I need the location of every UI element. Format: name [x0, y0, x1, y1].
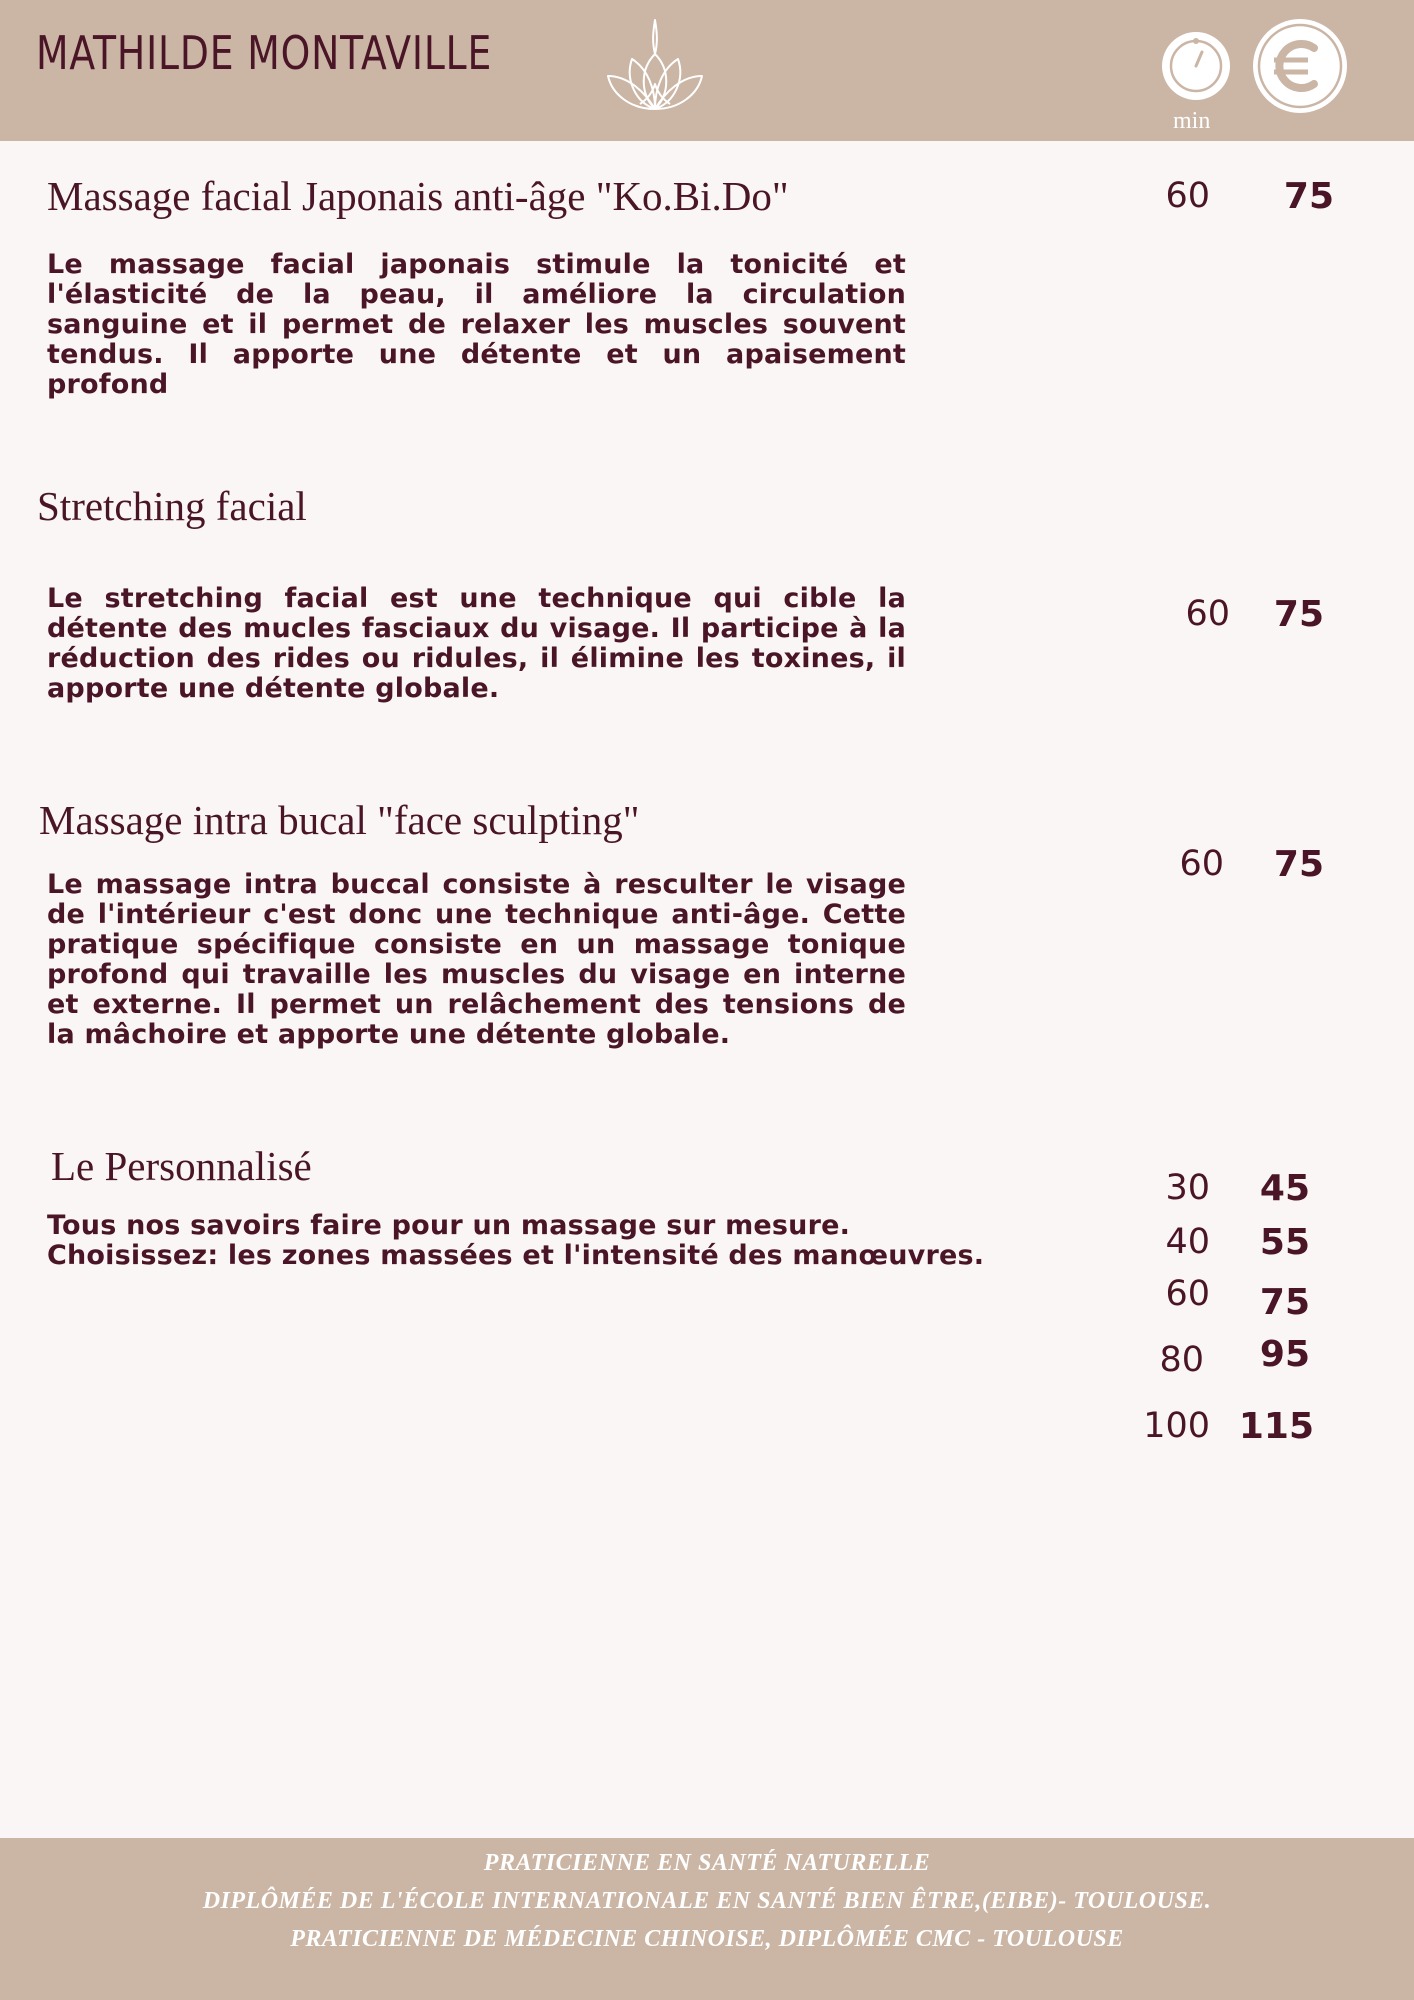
service-title-personnalise: Le Personnalisé [51, 1143, 312, 1189]
service-duration: 40 [1165, 1222, 1210, 1262]
service-price: 75 [1283, 176, 1334, 217]
service-price: 75 [1259, 1282, 1310, 1323]
service-duration: 60 [1165, 176, 1210, 216]
service-title-face-sculpting: Massage intra bucal "face sculpting" [39, 797, 640, 843]
description-line: Tous nos savoirs faire pour un massage sur mesure. [47, 1210, 851, 1241]
service-price: 115 [1238, 1406, 1314, 1447]
footer-line: PRATICIENNE EN SANTÉ NATURELLE [483, 1850, 931, 1876]
euro-icon [1250, 16, 1350, 116]
header-bar [0, 0, 1414, 141]
brand-name: MATHILDE MONTAVILLE [36, 26, 493, 80]
service-description-kobido: Le massage facial japonais stimule la tonicité et l'élasticité de la peau, il améliore la circulation sanguine et il permet de relaxer les muscles souvent tendus. Il apporte une détente et un apaisement profond [47, 249, 906, 400]
service-price: 55 [1259, 1222, 1310, 1263]
service-title-stretching: Stretching facial [37, 483, 307, 529]
footer-line: DIPLÔMÉE DE L'ÉCOLE INTERNATIONALE EN SANTÉ BIEN ÊTRE,(EIBE)- TOULOUSE. [202, 1888, 1212, 1914]
service-duration: 30 [1165, 1168, 1210, 1208]
lotus-icon [600, 14, 710, 114]
clock-icon [1160, 30, 1232, 102]
service-duration: 100 [1143, 1406, 1210, 1446]
service-price: 75 [1273, 594, 1324, 635]
duration-unit-label: min [1173, 108, 1211, 134]
service-duration: 60 [1179, 844, 1224, 884]
service-price: 95 [1259, 1334, 1310, 1375]
service-description-face-sculpting: Le massage intra buccal consiste à resculter le visage de l'intérieur c'est donc une technique anti-âge. Cette pratique spécifique consiste en un massage tonique profond qui travaille les muscles du visage en interne et externe. Il permet un relâchement des tensions de la mâchoire et apporte une détente globale. [47, 869, 906, 1050]
description-line: Choisissez: les zones massées et l'intensité des manœuvres. [47, 1240, 985, 1271]
service-duration: 60 [1165, 1274, 1210, 1314]
service-price: 45 [1259, 1168, 1310, 1209]
service-description-stretching: Le stretching facial est une technique qui cible la détente des mucles fasciaux du visage. Il participe à la réduction des rides ou ridules, il élimine les toxines, il apporte une détente globale. [47, 583, 906, 704]
service-description-personnalise [47, 1211, 1007, 1271]
service-duration: 80 [1159, 1340, 1204, 1380]
service-duration: 60 [1185, 594, 1230, 634]
footer-line: PRATICIENNE DE MÉDECINE CHINOISE, DIPLÔMÉE CMC - TOULOUSE [290, 1926, 1124, 1952]
service-title-kobido: Massage facial Japonais anti-âge "Ko.Bi.Do" [47, 173, 789, 219]
service-price: 75 [1273, 844, 1324, 885]
footer-bar [0, 1838, 1414, 2000]
